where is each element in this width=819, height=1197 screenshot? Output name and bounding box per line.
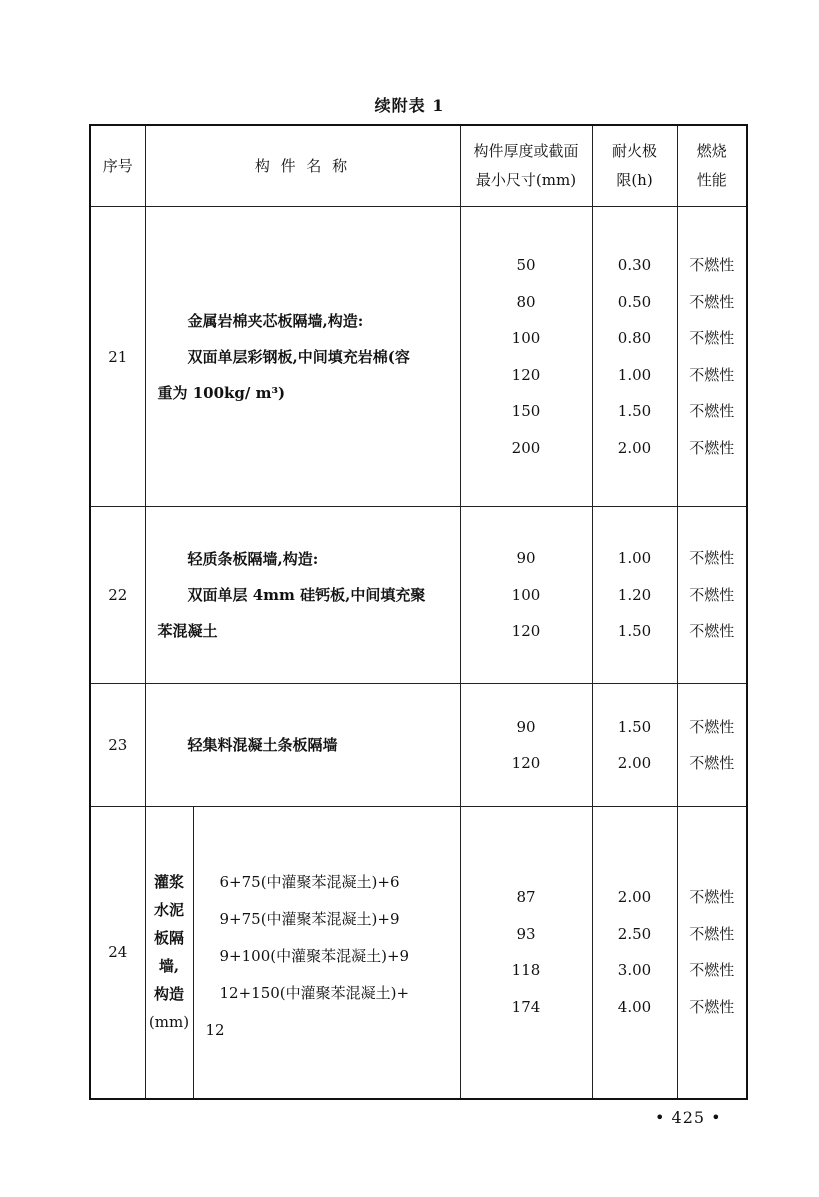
table-row [90, 684, 747, 807]
row-seq: 24 [90, 807, 145, 1099]
row-combust: 不燃性 不燃性 不燃性 [677, 507, 747, 684]
row-thickness: 90 120 [460, 684, 592, 807]
row-combust: 不燃性 不燃性 不燃性 不燃性 不燃性 不燃性 [677, 207, 747, 507]
row-fire: 1.50 2.00 [592, 684, 677, 807]
row-name: 金属岩棉夹芯板隔墙,构造: 双面单层彩钢板,中间填充岩棉(容 重为 100kg/ m³) [145, 207, 460, 507]
row-fire: 1.00 1.20 1.50 [592, 507, 677, 684]
row-name: 6+75(中灌聚苯混凝土)+6 9+75(中灌聚苯混凝土)+9 9+100(中灌聚苯混凝土)+9 12+150(中灌聚苯混凝土)+ 12 [193, 807, 460, 1099]
row-seq: 22 [90, 507, 145, 684]
row-fire: 0.30 0.50 0.80 1.00 1.50 2.00 [592, 207, 677, 507]
table-title: 续附表 1 [374, 96, 445, 115]
row-seq: 21 [90, 207, 145, 507]
row-name: 轻集料混凝土条板隔墙 [145, 684, 460, 807]
row-name: 轻质条板隔墙,构造: 双面单层 4mm 硅钙板,中间填充聚 苯混凝土 [145, 507, 460, 684]
row-fire: 2.00 2.50 3.00 4.00 [592, 807, 677, 1099]
row-thickness: 50 80 100 120 150 200 [460, 207, 592, 507]
header-name: 构 件 名 称 [145, 125, 460, 207]
row-sub-label: 灌浆 水泥 板隔 墙, 构造 (mm) [145, 807, 193, 1099]
row-thickness: 90 100 120 [460, 507, 592, 684]
header-row [90, 125, 747, 207]
row-seq: 23 [90, 684, 145, 807]
header-seq: 序号 [90, 125, 145, 207]
header-fire: 耐火极限(h) [592, 125, 677, 207]
page-number: • 425 • [655, 1108, 722, 1127]
header-thickness: 构件厚度或截面最小尺寸(mm) [460, 125, 592, 207]
table-row [90, 207, 747, 507]
table-row [90, 507, 747, 684]
table-row [90, 807, 747, 1099]
header-combust: 燃烧性能 [677, 125, 747, 207]
row-combust: 不燃性 不燃性 [677, 684, 747, 807]
row-thickness: 87 93 118 174 [460, 807, 592, 1099]
fire-resistance-table [89, 124, 748, 1100]
row-combust: 不燃性 不燃性 不燃性 不燃性 [677, 807, 747, 1099]
